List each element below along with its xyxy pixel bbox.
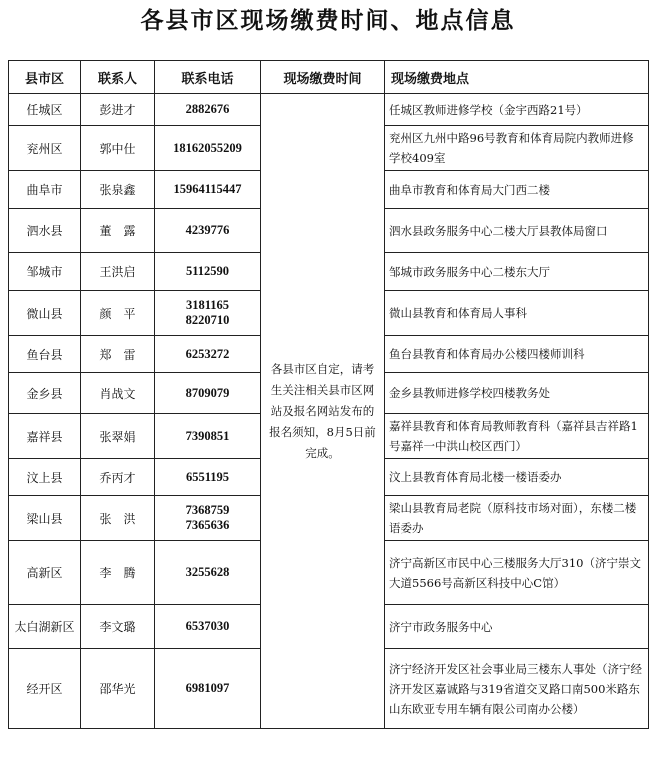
contact-cell: 李文璐 [81,605,155,649]
phone-number: 6253272 [185,346,230,361]
header-address: 现场缴费地点 [385,61,649,94]
phone-cell [155,496,261,541]
address-cell: 兖州区九州中路96号教育和体育局院内教师进修学校409室 [385,126,649,171]
phone-cell [155,291,261,336]
address-cell: 梁山县教育局老院（原科技市场对面），东楼二楼语委办 [385,496,649,541]
address-cell: 汶上县教育体育局北楼一楼语委办 [385,459,649,496]
district-cell: 金乡县 [9,373,81,414]
header-district: 县市区 [9,61,81,94]
address-cell: 鱼台县教育和体育局办公楼四楼师训科 [385,336,649,373]
payment-info-table [8,60,649,729]
address-cell: 曲阜市教育和体育局大门西二楼 [385,171,649,209]
address-cell: 微山县教育和体育局人事科 [385,291,649,336]
address-cell: 嘉祥县教育和体育局教师教育科（嘉祥县吉祥路1号嘉祥一中洪山校区西门） [385,414,649,459]
phone-number: 6537030 [185,619,230,633]
phone-number: 15964115447 [173,182,242,196]
phone-number: 6981097 [185,681,230,695]
phone-number: 7365636 [185,518,230,532]
phone-cell [155,649,261,729]
phone-cell [155,209,261,253]
district-cell: 微山县 [9,291,81,336]
time-note-cell: 各县市区自定，请考生关注相关县市区网站及报名网站发布的报名须知，8月5日前完成。 [261,94,385,729]
contact-cell: 肖战文 [81,373,155,414]
phone-number: 3181165 [185,298,230,312]
contact-cell: 乔丙才 [81,459,155,496]
contact-cell: 李 腾 [81,541,155,605]
district-cell: 泗水县 [9,209,81,253]
district-cell: 汶上县 [9,459,81,496]
phone-cell [155,253,261,291]
district-cell: 任城区 [9,94,81,126]
address-cell: 济宁经济开发区社会事业局三楼东人事处（济宁经济开发区嘉诚路与319省道交叉路口南500米路东山东欧亚专用车辆有限公司南办公楼） [385,649,649,729]
header-time: 现场缴费时间 [261,61,385,94]
phone-cell [155,373,261,414]
phone-cell [155,605,261,649]
phone-cell [155,94,261,126]
address-cell: 任城区教师进修学校（金宇西路21号） [385,94,649,126]
phone-number: 7368759 [185,503,230,517]
contact-cell: 郑 雷 [81,336,155,373]
phone-cell [155,336,261,373]
district-cell: 梁山县 [9,496,81,541]
phone-number: 8709079 [185,385,230,400]
table-header-row [9,61,649,94]
contact-cell: 郭中仕 [81,126,155,171]
phone-number: 4239776 [185,223,230,237]
address-cell: 邹城市政务服务中心二楼东大厅 [385,253,649,291]
district-cell: 邹城市 [9,253,81,291]
phone-number: 6551195 [185,469,230,484]
district-cell: 曲阜市 [9,171,81,209]
contact-cell: 邵华光 [81,649,155,729]
contact-cell: 张 洪 [81,496,155,541]
phone-number: 5112590 [185,264,230,278]
contact-cell: 张泉鑫 [81,171,155,209]
phone-cell [155,171,261,209]
header-phone: 联系电话 [155,61,261,94]
contact-cell: 张翠娟 [81,414,155,459]
phone-cell [155,541,261,605]
address-cell: 济宁高新区市民中心三楼服务大厅310（济宁崇文大道5566号高新区科技中心C馆） [385,541,649,605]
address-cell: 金乡县教师进修学校四楼教务处 [385,373,649,414]
contact-cell: 董 露 [81,209,155,253]
header-contact: 联系人 [81,61,155,94]
phone-number: 8220710 [185,313,230,327]
table-row [9,94,649,126]
phone-cell [155,459,261,496]
page-title: 各县市区现场缴费时间、地点信息 [140,8,516,34]
contact-cell: 彭进才 [81,94,155,126]
phone-number: 3255628 [185,565,230,579]
address-cell: 泗水县政务服务中心二楼大厅县教体局窗口 [385,209,649,253]
district-cell: 兖州区 [9,126,81,171]
district-cell: 经开区 [9,649,81,729]
phone-number: 18162055209 [173,140,242,155]
phone-cell [155,126,261,171]
contact-cell: 颜 平 [81,291,155,336]
district-cell: 鱼台县 [9,336,81,373]
phone-number: 7390851 [185,428,230,443]
contact-cell: 王洪启 [81,253,155,291]
district-cell: 高新区 [9,541,81,605]
phone-number: 2882676 [185,102,230,116]
district-cell: 太白湖新区 [9,605,81,649]
district-cell: 嘉祥县 [9,414,81,459]
address-cell: 济宁市政务服务中心 [385,605,649,649]
phone-cell [155,414,261,459]
